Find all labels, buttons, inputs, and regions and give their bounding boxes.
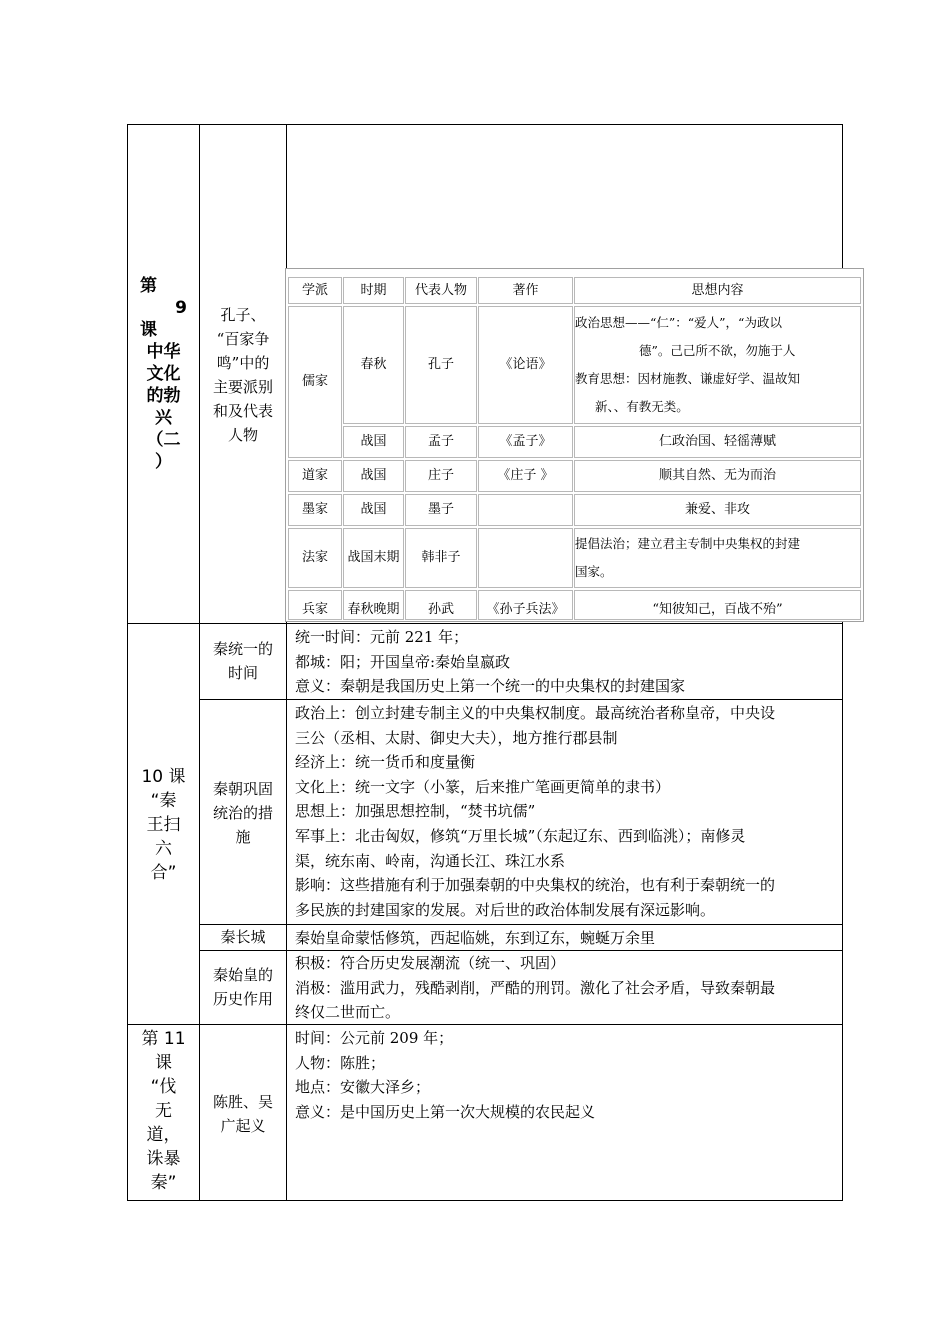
lesson11-title-line: “伐 (150, 1077, 177, 1097)
content-line: 经济上：统一货币和度量衡 (295, 753, 476, 772)
content-line: 国家。 (575, 564, 613, 579)
lesson11-title-line: 道， (146, 1125, 181, 1145)
content-line: 终仅二世而亡。 (295, 1003, 401, 1022)
content-line: 政治上：创立封建专制主义的中央集权制度。最高统治者称皇帝，中央设 (295, 704, 776, 722)
content-cell (574, 306, 861, 424)
topic-line: 统治的措 (212, 804, 273, 822)
header-cell: 时期 (343, 277, 404, 304)
school-cell: 兵家 (288, 590, 342, 620)
lesson9-title-line: （二 (146, 430, 181, 450)
lesson9-title (128, 275, 199, 473)
period-cell: 战国 (343, 494, 404, 526)
content-line: 渠，统东南、岭南，沟通长江、珠江水系 (295, 851, 566, 870)
content-line: 人物：陈胜； (295, 1053, 386, 1072)
lesson9-title-line: 第 9 (140, 276, 187, 318)
school-cell: 儒家 (288, 306, 342, 458)
person-cell: 孟子 (405, 426, 477, 458)
content-line: 政治思想——“仁”：“爱人”，“为政以 (575, 315, 782, 330)
lesson11-title-line: 秦” (150, 1173, 177, 1193)
person-cell: 墨子 (405, 494, 477, 526)
period-cell: 战国 (343, 460, 404, 492)
row-divider-lesson9-10 (128, 623, 843, 624)
content-line: 教育思想：因材施教、谦虚好学、温故知 (575, 371, 801, 386)
content-cell: 兼爱、非攻 (574, 494, 861, 526)
header-cell: 思想内容 (574, 277, 861, 304)
content-cell: “知彼知己，百战不殆” (574, 590, 861, 620)
lesson10-title-line: “秦 (150, 791, 177, 811)
content-line: 意义：秦朝是我国历史上第一个统一的中央集权的封建国家 (295, 677, 686, 696)
lesson9-title-line: 课 (140, 320, 157, 340)
content-line: 影响：这些措施有利于加强秦朝的中央集权的统治，也有利于秦朝统一的 (295, 876, 776, 895)
lesson11-content (295, 1026, 841, 1124)
person-cell: 孙武 (405, 590, 477, 620)
lesson9-topic-line: 和及代表 (212, 402, 273, 420)
work-cell (478, 494, 573, 526)
lesson11-title-line: 诛暴 (146, 1149, 181, 1169)
hundred-schools-table (285, 268, 864, 622)
header-cell: 著作 (478, 277, 573, 304)
lesson11-title-line: 课 (155, 1053, 172, 1073)
work-cell: 《孟子》 (478, 426, 573, 458)
content-line: 德”。己己所不欲，勿施于人 (639, 343, 796, 358)
lesson11-title-line: 第 11 (141, 1029, 186, 1049)
lesson9-topic-line: 人物 (227, 426, 258, 444)
content-line: 三公（丞相、太尉、御史大夫），地方推行郡县制 (295, 728, 618, 747)
lesson10-content-great-wall (295, 926, 841, 951)
content-cell (574, 528, 861, 588)
lesson11-title (128, 1027, 199, 1195)
lesson9-title-line: 的勃 (146, 386, 181, 406)
header-cell: 学派 (288, 277, 342, 304)
lesson10-topic-role (200, 963, 286, 1011)
topic-line: 历史作用 (212, 990, 273, 1008)
lesson9-title-line: 文化 (146, 364, 181, 384)
topic-line: 秦朝巩固 (212, 780, 273, 798)
lesson9-title-line: ） (155, 452, 172, 472)
lesson11-topic (200, 1090, 286, 1138)
content-cell: 顺其自然、无为而治 (574, 460, 861, 492)
content-line: 都城：阳；开国皇帝:秦始皇嬴政 (295, 652, 511, 671)
person-cell: 孔子 (405, 306, 477, 424)
person-cell: 庄子 (405, 460, 477, 492)
period-cell: 战国末期 (343, 528, 404, 588)
lesson10-content-measures (295, 701, 841, 922)
content-line: 统一时间：元前 221 年； (295, 628, 469, 646)
lesson9-title-line: 中华 (146, 342, 181, 362)
content-cell: 仁政治国、轻徭薄赋 (574, 426, 861, 458)
topic-line: 施 (235, 828, 251, 846)
school-cell: 墨家 (288, 494, 342, 526)
content-line: 军事上：北击匈奴，修筑“万里长城”（东起辽东、西到临洮）；南修灵 (295, 826, 746, 845)
lesson9-topic-line: 孔子、 (220, 306, 266, 324)
topic-line: 秦始皇的 (212, 966, 273, 984)
row-divider-10b (199, 924, 843, 925)
lesson9-topic (200, 303, 286, 447)
lesson10-title-line: 合” (150, 863, 177, 883)
content-line: 积极：符合历史发展潮流（统一、巩固） (295, 954, 566, 972)
lesson10-title-line: 10 课 (141, 767, 186, 787)
lesson10-topic-measures (200, 777, 286, 849)
lesson10-topic-unification (200, 637, 286, 685)
lesson10-topic-great-wall (200, 925, 286, 949)
content-line: 意义：是中国历史上第一次大规模的农民起义 (295, 1102, 596, 1121)
period-cell: 春秋 (343, 306, 404, 424)
content-line: 秦始皇命蒙恬修筑，西起临姚，东到辽东，蜿蜒万余里 (295, 929, 656, 947)
content-line: 地点：安徽大泽乡； (295, 1078, 431, 1097)
content-line: 思想上：加强思想控制，“焚书坑儒” (295, 802, 536, 821)
work-cell (478, 528, 573, 588)
topic-line: 秦统一的 (212, 640, 273, 658)
lesson10-title-line: 六 (155, 839, 172, 859)
lesson9-topic-line: 鸣”中的 (216, 354, 270, 372)
topic-line: 广起义 (220, 1117, 266, 1135)
lesson11-title-line: 无 (155, 1101, 172, 1121)
content-line: 时间：公元前 209 年； (295, 1029, 454, 1047)
header-cell: 代表人物 (405, 277, 477, 304)
row-divider-10a (199, 699, 843, 700)
school-cell: 道家 (288, 460, 342, 492)
lesson10-title-line: 王扫 (146, 815, 181, 835)
topic-line: 陈胜、吴 (212, 1093, 273, 1111)
content-line: 多民族的封建国家的发展。对后世的政治体制发展有深远影响。 (295, 900, 716, 919)
period-cell: 春秋晚期 (343, 590, 404, 620)
period-cell: 战国 (343, 426, 404, 458)
work-cell: 《庄子 》 (478, 460, 573, 492)
lesson9-topic-line: “百家争 (216, 330, 270, 348)
lesson9-topic-line: 主要派别 (212, 378, 273, 396)
lesson10-content-role (295, 951, 841, 1025)
school-cell: 法家 (288, 528, 342, 588)
content-line: 新、、有教无类。 (595, 399, 689, 414)
topic-line: 时间 (227, 664, 258, 682)
work-cell: 《论语》 (478, 306, 573, 424)
lesson10-content-unification (295, 625, 841, 699)
content-line: 文化上：统一文字（小篆，后来推广笔画更简单的隶书） (295, 777, 671, 796)
work-cell: 《孙子兵法》 (478, 590, 573, 620)
person-cell: 韩非子 (405, 528, 477, 588)
lesson10-title (128, 765, 199, 885)
content-line: 消极：滥用武力，残酷剥削，严酷的刑罚。激化了社会矛盾，导致秦朝最 (295, 978, 776, 997)
content-line: 提倡法治；建立君主专制中央集权的封建 (575, 536, 801, 551)
lesson9-title-line: 兴 (155, 408, 172, 428)
topic-line: 秦长城 (220, 928, 266, 946)
